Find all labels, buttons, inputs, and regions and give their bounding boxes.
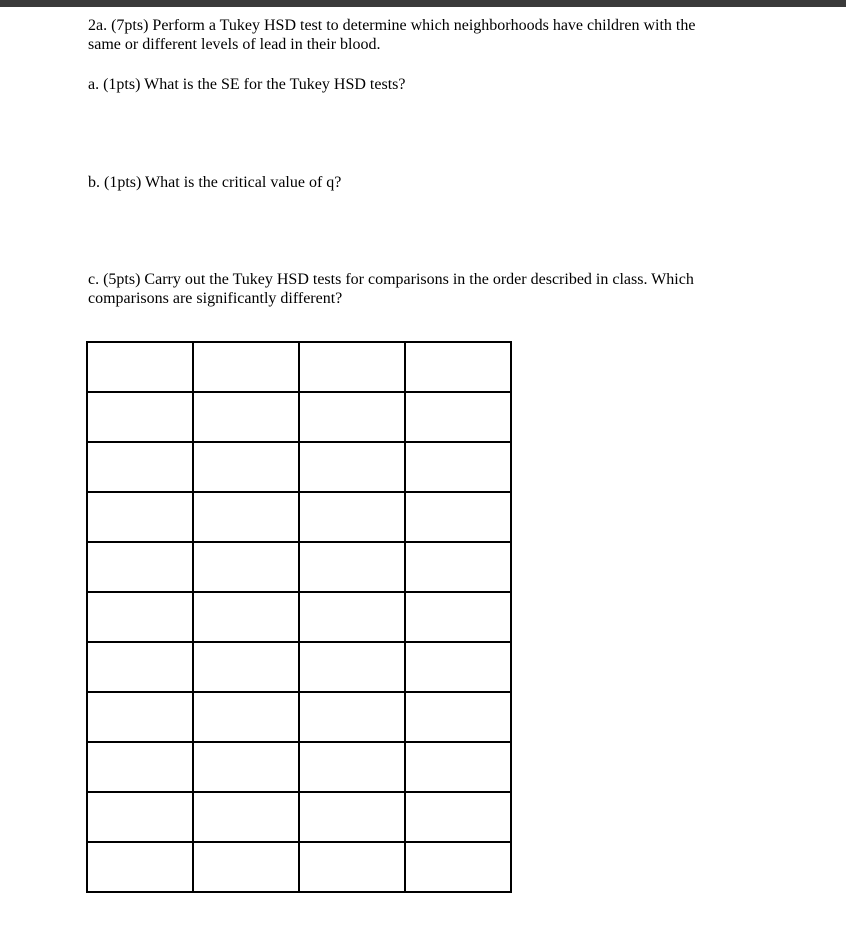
- question-a-line-1: a. (1pts) What is the SE for the Tukey HSD tests?: [88, 76, 406, 93]
- table-cell[interactable]: [87, 792, 193, 842]
- table-cell[interactable]: [87, 342, 193, 392]
- table-cell[interactable]: [405, 742, 511, 792]
- table-cell[interactable]: [193, 742, 299, 792]
- table-cell[interactable]: [405, 592, 511, 642]
- table-cell[interactable]: [87, 542, 193, 592]
- table-cell[interactable]: [405, 342, 511, 392]
- table-cell[interactable]: [405, 442, 511, 492]
- table-cell[interactable]: [299, 842, 405, 892]
- question-2a-line-2: same or different levels of lead in their blood.: [88, 36, 381, 53]
- table-cell[interactable]: [87, 592, 193, 642]
- table-cell[interactable]: [193, 492, 299, 542]
- question-2a-line-1: 2a. (7pts) Perform a Tukey HSD test to determine which neighborhoods have children with the: [88, 17, 696, 34]
- table-cell[interactable]: [193, 792, 299, 842]
- table-cell[interactable]: [405, 842, 511, 892]
- table-cell[interactable]: [87, 842, 193, 892]
- table-cell[interactable]: [193, 442, 299, 492]
- question-2a: [88, 16, 788, 54]
- table-cell[interactable]: [193, 392, 299, 442]
- table-row: [87, 542, 511, 592]
- question-a: [88, 75, 788, 94]
- table-row: [87, 692, 511, 742]
- table-cell[interactable]: [193, 692, 299, 742]
- table-cell[interactable]: [299, 692, 405, 742]
- table-row: [87, 592, 511, 642]
- answer-table: [86, 341, 512, 893]
- table-cell[interactable]: [405, 492, 511, 542]
- table-row: [87, 842, 511, 892]
- table-cell[interactable]: [299, 542, 405, 592]
- question-c-line-2: comparisons are significantly different?: [88, 290, 343, 307]
- question-c-line-1: c. (5pts) Carry out the Tukey HSD tests for comparisons in the order described in class. Which: [88, 271, 694, 288]
- table-row: [87, 742, 511, 792]
- table-row: [87, 442, 511, 492]
- table-cell[interactable]: [193, 592, 299, 642]
- table-cell[interactable]: [87, 642, 193, 692]
- table-cell[interactable]: [87, 392, 193, 442]
- table-cell[interactable]: [193, 842, 299, 892]
- table-cell[interactable]: [193, 342, 299, 392]
- table-cell[interactable]: [87, 742, 193, 792]
- table-cell[interactable]: [193, 642, 299, 692]
- question-c: [88, 270, 788, 308]
- table-cell[interactable]: [405, 792, 511, 842]
- table-cell[interactable]: [299, 392, 405, 442]
- window-top-bar: [0, 0, 846, 7]
- table-row: [87, 792, 511, 842]
- table-cell[interactable]: [405, 542, 511, 592]
- question-b-line-1: b. (1pts) What is the critical value of q?: [88, 174, 342, 191]
- table-cell[interactable]: [299, 742, 405, 792]
- table-cell[interactable]: [87, 692, 193, 742]
- table-cell[interactable]: [299, 642, 405, 692]
- table-cell[interactable]: [299, 342, 405, 392]
- table-cell[interactable]: [299, 592, 405, 642]
- table-row: [87, 492, 511, 542]
- table-cell[interactable]: [405, 692, 511, 742]
- table-cell[interactable]: [405, 642, 511, 692]
- table-cell[interactable]: [193, 542, 299, 592]
- table-cell[interactable]: [299, 792, 405, 842]
- table-cell[interactable]: [405, 392, 511, 442]
- question-b: [88, 173, 788, 192]
- table-cell[interactable]: [87, 442, 193, 492]
- table-row: [87, 342, 511, 392]
- table-cell[interactable]: [299, 442, 405, 492]
- answer-table-body: [87, 342, 511, 892]
- table-cell[interactable]: [87, 492, 193, 542]
- table-row: [87, 392, 511, 442]
- table-row: [87, 642, 511, 692]
- table-cell[interactable]: [299, 492, 405, 542]
